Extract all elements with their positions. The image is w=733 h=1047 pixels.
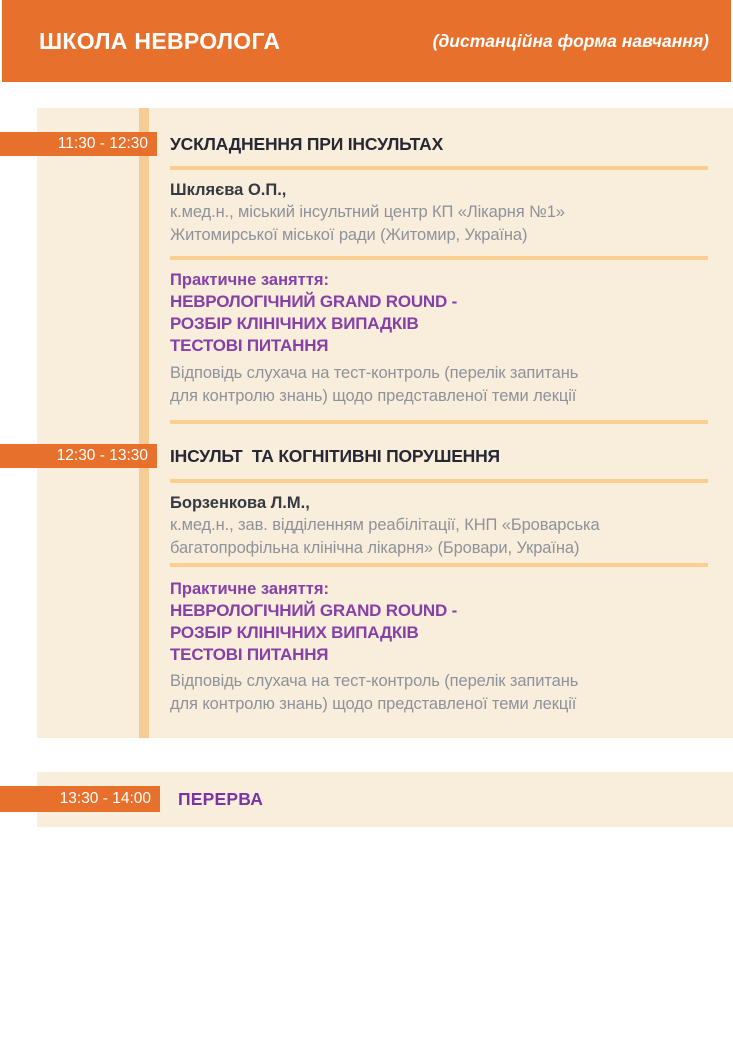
- description-line: Відповідь слухача на тест-контроль (перелік запитань: [170, 672, 579, 690]
- divider: [170, 166, 708, 170]
- description-line: для контролю знань) щодо представленої теми лекції: [170, 694, 577, 713]
- time-badge-label: 13:30 - 14:00: [59, 790, 151, 807]
- session-1-practical-label: Практичне заняття:: [170, 271, 329, 289]
- session-2-speaker-name: Борзенкова Л.М.,: [170, 494, 310, 512]
- divider: [170, 256, 708, 260]
- session-2-practical-label: Практичне заняття:: [170, 580, 329, 598]
- affiliation-line: к.мед.н., зав. відділенням реабілітації, КНП «Броварська: [170, 516, 600, 534]
- session-2-description: [170, 670, 578, 715]
- session-1-speaker-affiliation: [170, 201, 565, 246]
- session-2-practical-title: [170, 600, 457, 666]
- header-bar: [2, 0, 731, 82]
- break-title: ПЕРЕРВА: [178, 789, 264, 809]
- divider: [170, 479, 708, 483]
- time-badge-label: 11:30 - 12:30: [57, 135, 148, 152]
- description-line: для контролю знань) щодо представленої теми лекції: [170, 386, 577, 405]
- affiliation-line: багатопрофільна клінічна лікарня» (Бровари, Україна): [170, 538, 580, 557]
- description-line: Відповідь слухача на тест-контроль (перелік запитань: [170, 364, 579, 382]
- session-1-title: УСКЛАДНЕННЯ ПРИ ІНСУЛЬТАХ: [170, 134, 444, 154]
- practical-title-line: НЕВРОЛОГІЧНИЙ GRAND ROUND -: [170, 601, 458, 620]
- session-1-description: [170, 362, 578, 407]
- time-badge-session-2: [0, 444, 157, 468]
- time-badge-break: [0, 786, 160, 812]
- vertical-accent-stripe: [139, 108, 149, 738]
- header-subtitle: (дистанційна форма навчання): [432, 30, 709, 51]
- divider: [170, 563, 708, 567]
- practical-title-line: РОЗБІР КЛІНІЧНИХ ВИПАДКІВ: [170, 623, 419, 642]
- practical-title-line: ТЕСТОВІ ПИТАННЯ: [170, 645, 329, 664]
- affiliation-line: к.мед.н., міський інсультний центр КП «Лікарня №1»: [170, 203, 565, 221]
- divider: [170, 420, 708, 424]
- session-1-speaker-name: Шкляєва О.П.,: [170, 181, 287, 199]
- page-title: ШКОЛА НЕВРОЛОГА: [39, 27, 281, 54]
- session-1-practical-title: [170, 291, 457, 357]
- session-2-speaker-affiliation: [170, 514, 600, 559]
- affiliation-line: Житомирської міської ради (Житомир, Україна): [170, 225, 528, 244]
- practical-title-line: ТЕСТОВІ ПИТАННЯ: [170, 336, 329, 355]
- practical-title-line: НЕВРОЛОГІЧНИЙ GRAND ROUND -: [170, 292, 458, 311]
- session-2-title: ІНСУЛЬТ ТА КОГНІТИВНІ ПОРУШЕННЯ: [170, 446, 500, 466]
- practical-title-line: РОЗБІР КЛІНІЧНИХ ВИПАДКІВ: [170, 314, 419, 333]
- time-badge-session-1: [0, 132, 157, 156]
- time-badge-label: 12:30 - 13:30: [56, 447, 148, 464]
